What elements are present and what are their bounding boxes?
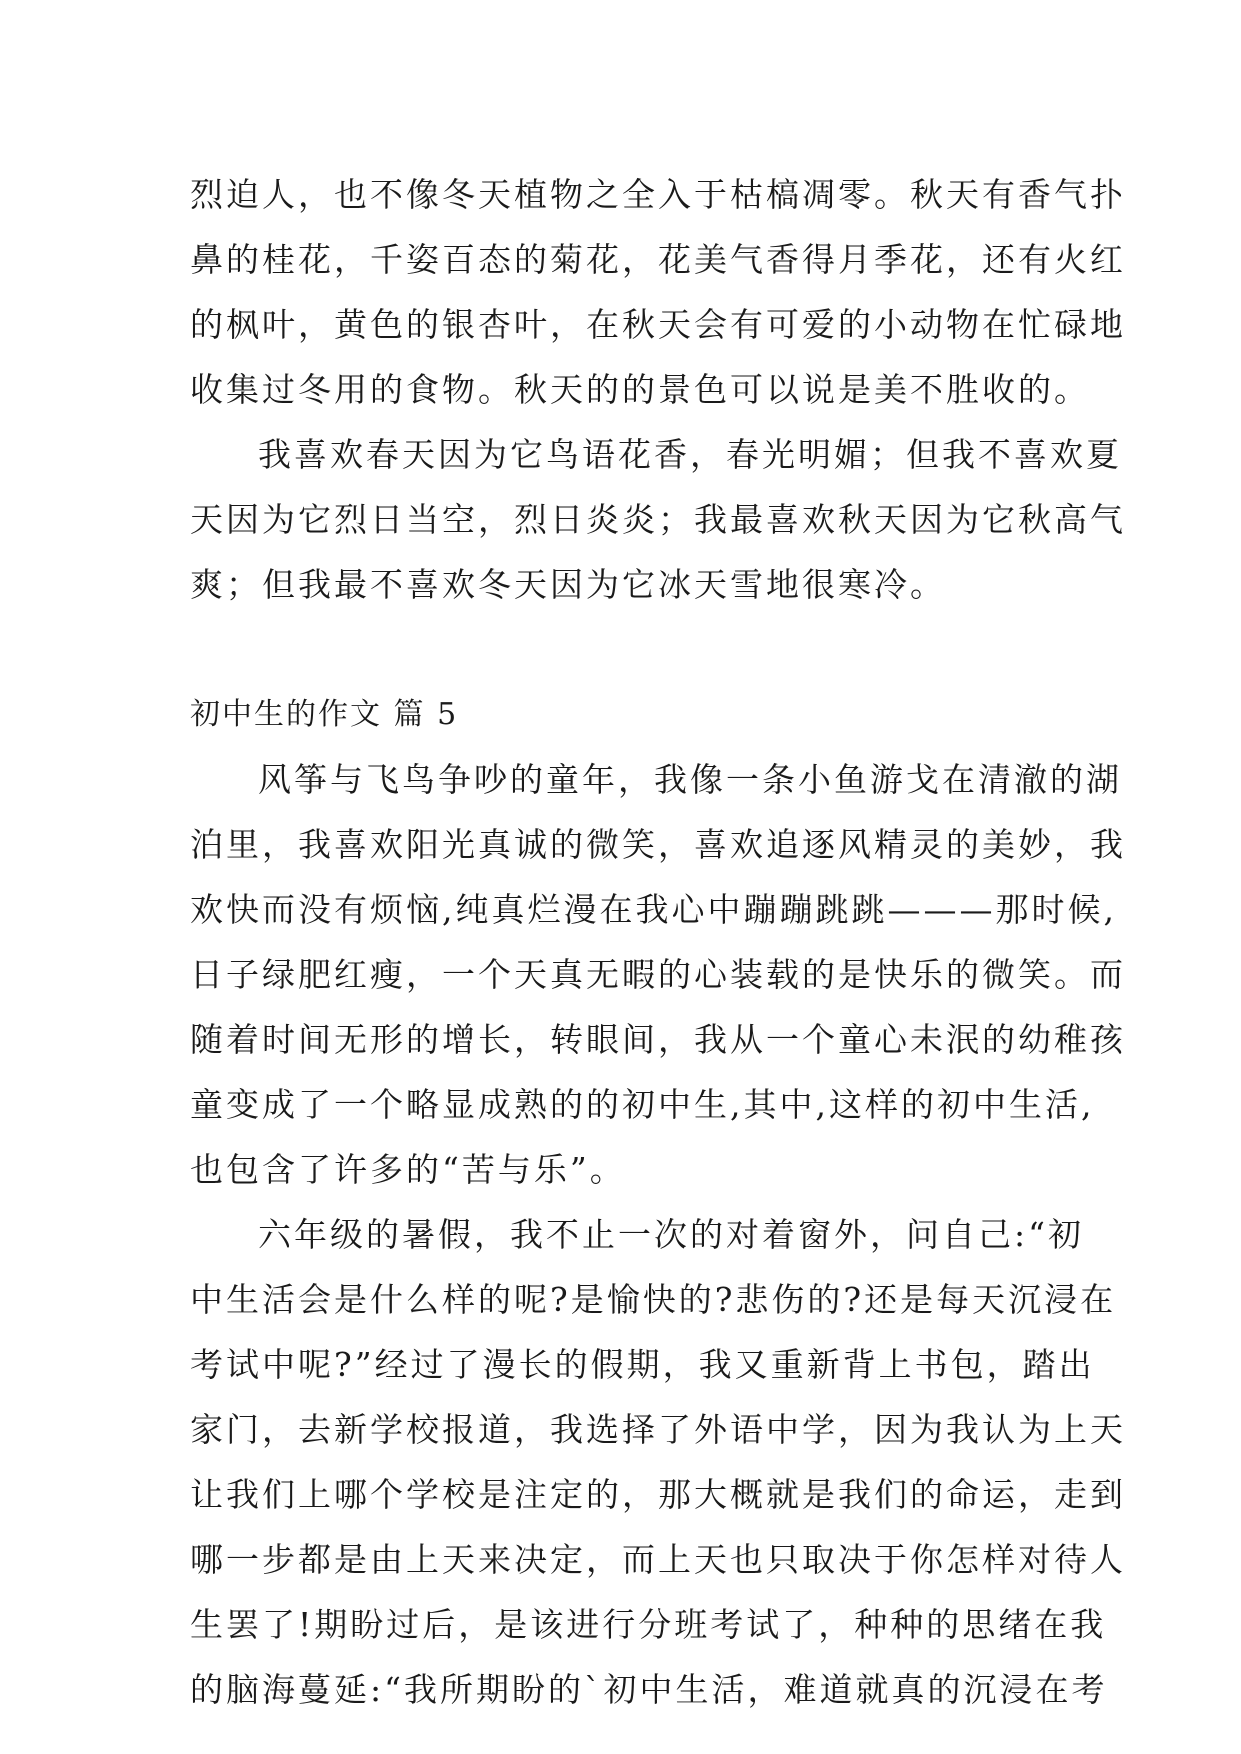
text-line: 也包含了许多的“苦与乐”。 (190, 1150, 626, 1189)
text-line: 哪一步都是由上天来决定，而上天也只取决于你怎样对待人 (190, 1540, 1126, 1579)
text-line: 我喜欢春天因为它鸟语花香，春光明媚；但我不喜欢夏 (258, 435, 1122, 474)
paragraph-seasons-preference (190, 422, 1126, 617)
text-line: 考试中呢?”经过了漫长的假期，我又重新背上书包，踏出 (190, 1345, 1095, 1384)
text-line: 泊里，我喜欢阳光真诚的微笑，喜欢追逐风精灵的美妙，我 (190, 825, 1126, 864)
text-line: 中生活会是什么样的呢?是愉快的?悲伤的?还是每天沉浸在 (190, 1280, 1117, 1319)
section-heading: 初中生的作文 篇 5 (190, 697, 459, 732)
paragraph-summer-vacation (190, 1202, 1126, 1722)
text-line: 欢快而没有烦恼,纯真烂漫在我心中蹦蹦跳跳———那时候, (190, 890, 1117, 929)
text-line: 六年级的暑假，我不止一次的对着窗外，问自己:“初 (258, 1215, 1084, 1254)
paragraph-gap (190, 617, 1060, 682)
paragraph-autumn-continuation (190, 162, 1126, 422)
text-line: 天因为它烈日当空，烈日炎炎；我最喜欢秋天因为它秋高气 (190, 500, 1126, 539)
document-body (190, 162, 1126, 1722)
text-line: 日子绿肥红瘦，一个天真无暇的心装载的是快乐的微笑。而 (190, 955, 1126, 994)
text-line: 生罢了!期盼过后，是该进行分班考试了，种种的思绪在我 (190, 1605, 1107, 1644)
text-line: 家门，去新学校报道，我选择了外语中学，因为我认为上天 (190, 1410, 1126, 1449)
text-line: 童变成了一个略显成熟的的初中生,其中,这样的初中生活, (190, 1085, 1095, 1124)
paragraph-childhood (190, 747, 1126, 1202)
text-line: 风筝与飞鸟争吵的童年，我像一条小鱼游戈在清澈的湖 (258, 760, 1122, 799)
text-line: 的脑海蔓延:“我所期盼的`初中生活，难道就真的沉浸在考 (190, 1670, 1108, 1709)
text-line: 让我们上哪个学校是注定的，那大概就是我们的命运，走到 (190, 1475, 1126, 1514)
text-line: 的枫叶，黄色的银杏叶，在秋天会有可爱的小动物在忙碌地 (190, 305, 1126, 344)
text-line: 收集过冬用的食物。秋天的的景色可以说是美不胜收的。 (190, 370, 1090, 409)
text-line: 随着时间无形的增长，转眼间，我从一个童心未泯的幼稚孩 (190, 1020, 1126, 1059)
text-line: 鼻的桂花，千姿百态的菊花，花美气香得月季花，还有火红 (190, 240, 1126, 279)
text-line: 爽；但我最不喜欢冬天因为它冰天雪地很寒冷。 (190, 565, 946, 604)
text-line: 烈迫人，也不像冬天植物之全入于枯槁凋零。秋天有香气扑 (190, 175, 1126, 214)
